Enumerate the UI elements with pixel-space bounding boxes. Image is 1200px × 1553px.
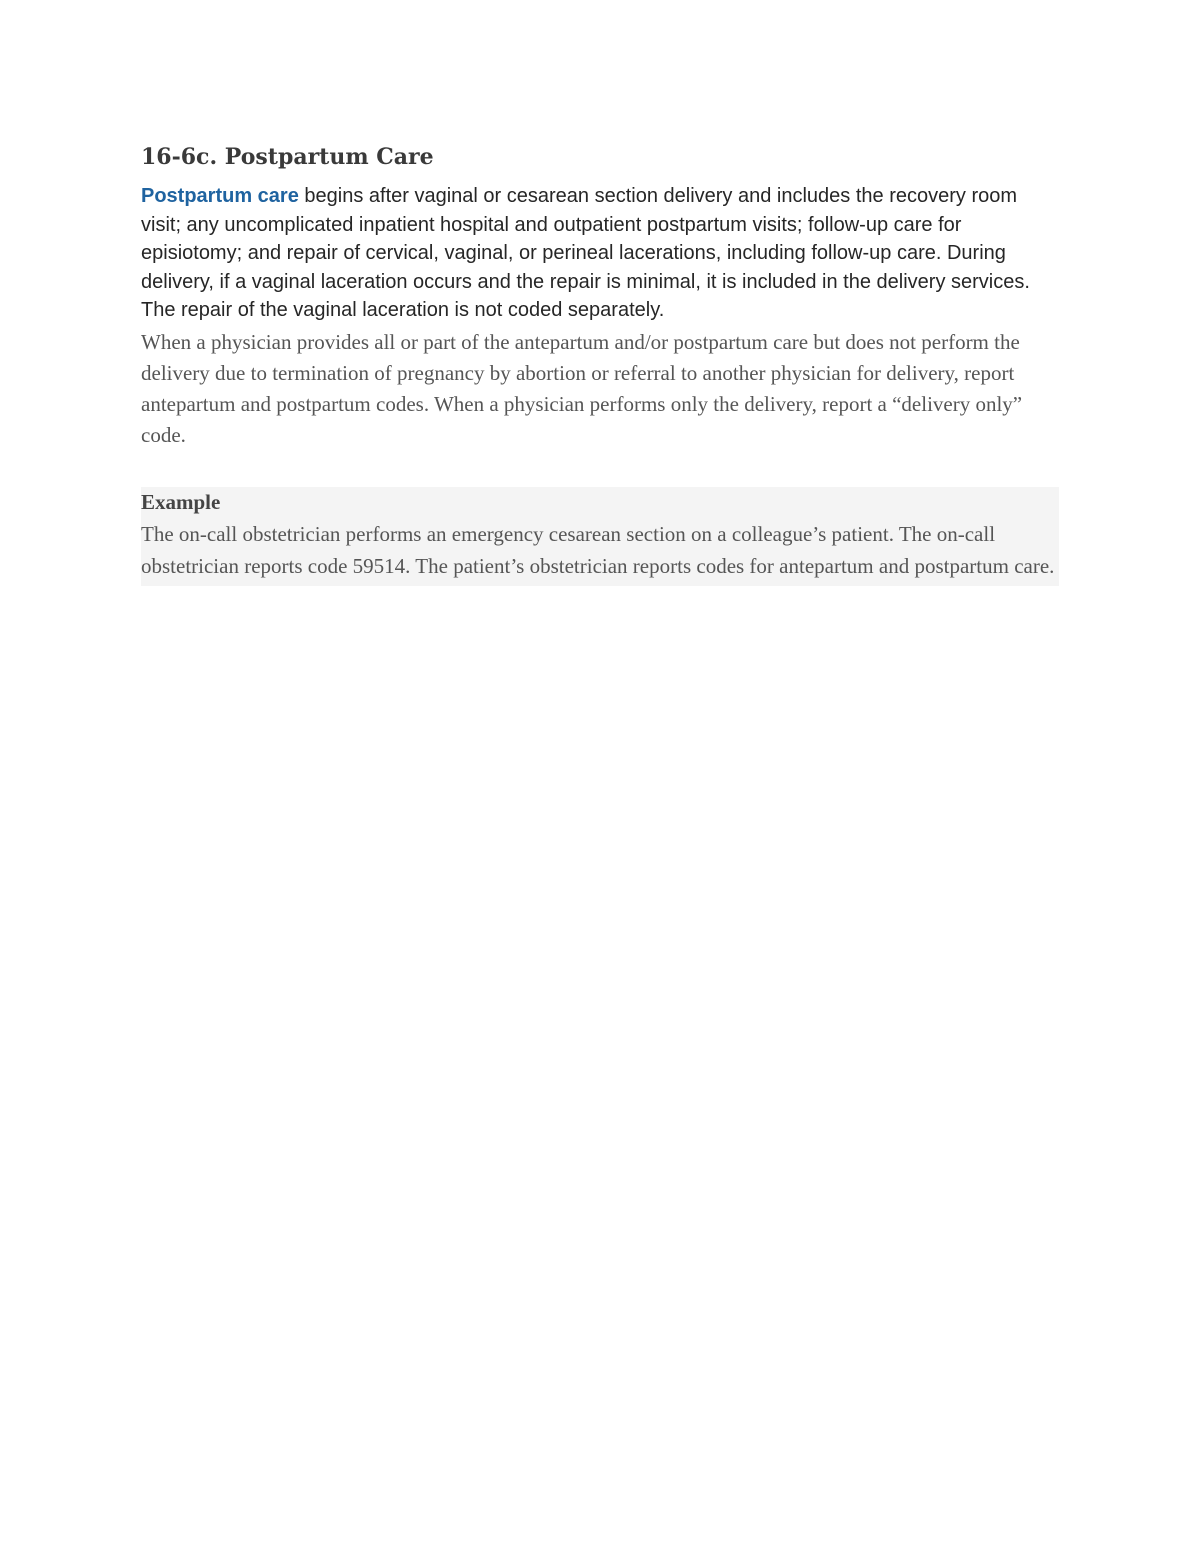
document-page (141, 140, 1059, 586)
example-text: The on-call obstetrician performs an emergency cesarean section on a colleague’s patient. The on-call obstetrician reports code 59514. The patient’s obstetrician reports codes for antepartum and postpartum care. (141, 521, 1055, 578)
definition-paragraph (141, 182, 1059, 325)
key-term: Postpartum care (141, 185, 299, 207)
example-title: Example (141, 489, 221, 514)
example-box (141, 487, 1059, 586)
reporting-paragraph: When a physician provides all or part of the antepartum and/or postpartum care but does not perform the delivery due to termination of pregnancy by abortion or referral to another physician for delivery, report antepartum and postpartum codes. When a physician performs only the delivery, report a “delivery only” code. (141, 329, 1023, 447)
definition-text: begins after vaginal or cesarean section delivery and includes the recovery room visit; any uncomplicated inpatient hospital and outpatient postpartum visits; follow-up care for episiotomy; and repair of cervical, vaginal, or perineal lacerations, including follow-up care. During delivery, if a vaginal laceration occurs and the repair is minimal, it is included in the delivery services. The repair of the vaginal laceration is not coded separately. (141, 185, 1030, 321)
section-title: 16-6c. Postpartum Care (141, 144, 434, 170)
